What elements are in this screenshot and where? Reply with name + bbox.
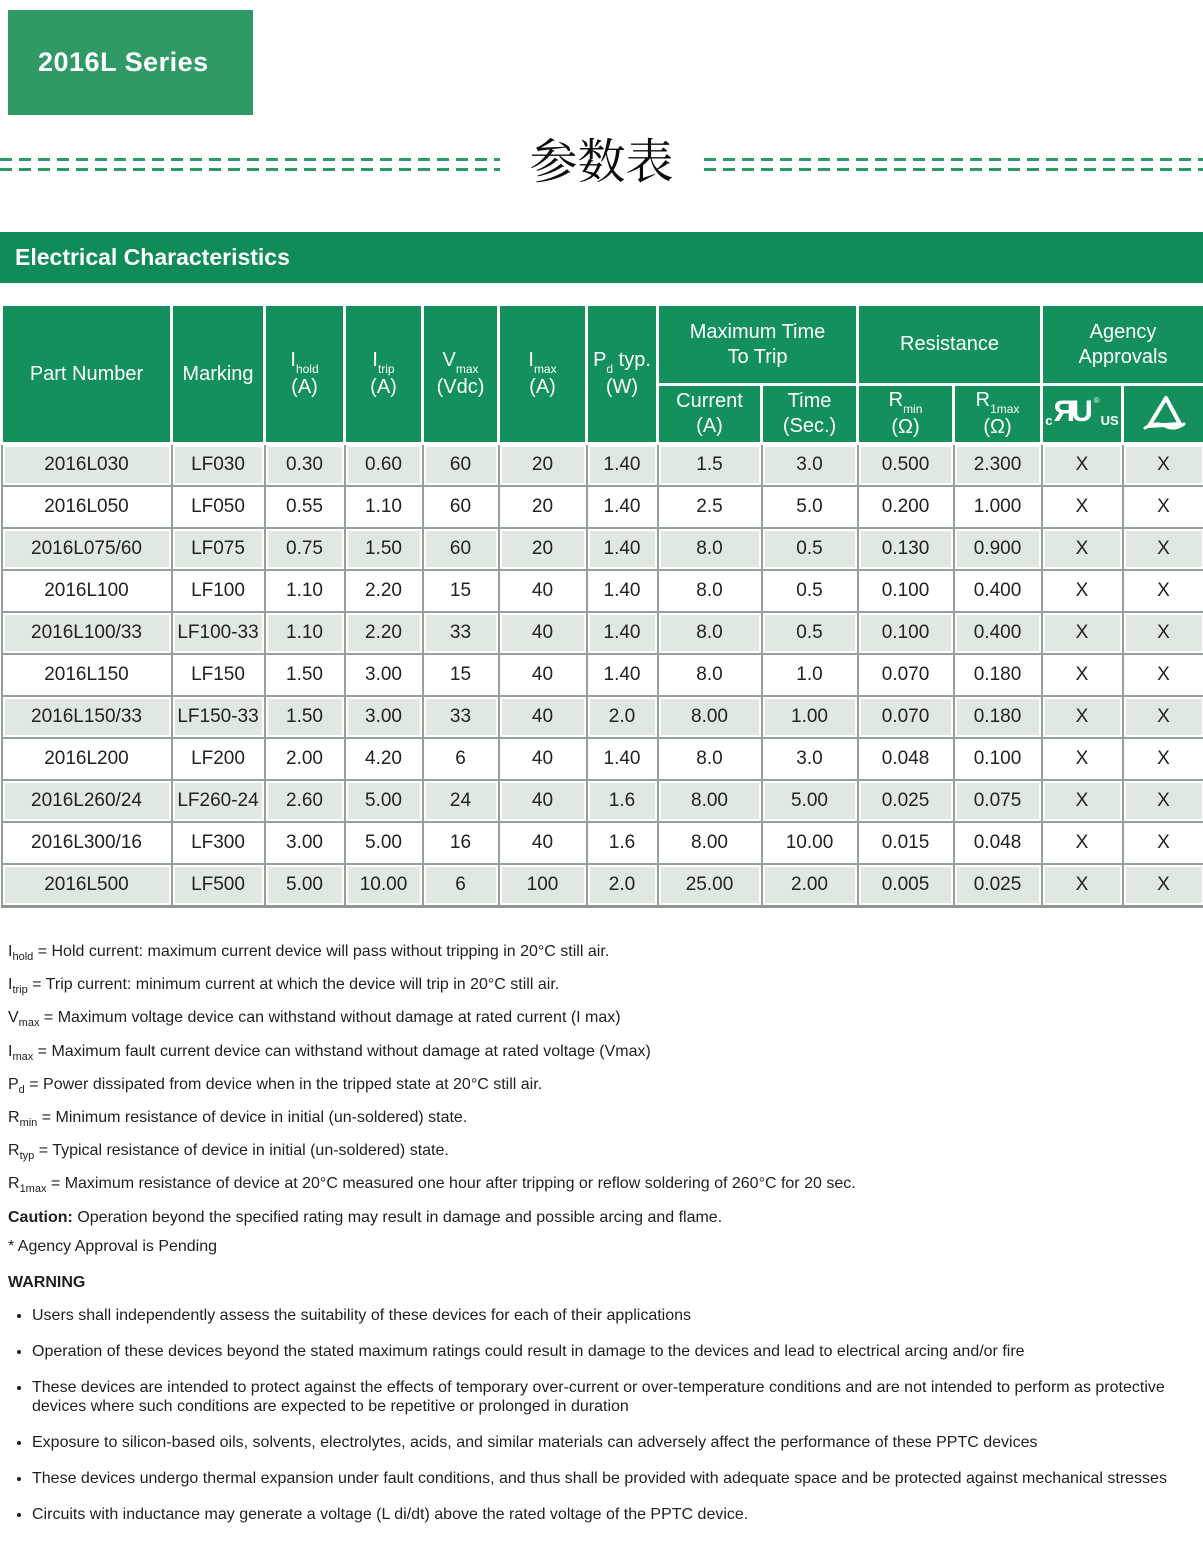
dashed-rule-left [0, 158, 500, 171]
table-cell: 0.5 [762, 612, 858, 654]
table-cell: 1.00 [762, 696, 858, 738]
table-row [2, 780, 1203, 822]
table-cell: 1.10 [265, 570, 345, 612]
table-cell: 40 [499, 612, 587, 654]
table-cell: 8.00 [658, 696, 762, 738]
table-cell: 0.200 [858, 486, 954, 528]
table-body [2, 444, 1203, 907]
col-header-imax: $I_{max}$ (A) [499, 305, 587, 444]
table-row [2, 444, 1203, 487]
table-cell: 1.40 [587, 444, 658, 487]
sub-header-current: Current (A) [658, 385, 762, 444]
table-cell: 6 [423, 738, 499, 780]
table-cell: X [1123, 780, 1203, 822]
table-cell: 2016L200 [2, 738, 172, 780]
table-cell: 3.00 [345, 696, 423, 738]
group-header-max-time-to-trip: Maximum Time To Trip [658, 305, 858, 385]
table-cell: 1.40 [587, 654, 658, 696]
table-cell: 5.00 [345, 822, 423, 864]
table-cell: 0.180 [954, 654, 1042, 696]
table-row [2, 864, 1203, 907]
table-row [2, 570, 1203, 612]
warning-bullet: • These devices are intended to protect against the effects of temporary over-current or over-temperature conditions and are not intended to perform as protective devices where such conditions are expected to be repetitive or prolonged in duration [32, 1378, 1195, 1416]
table-cell: X [1123, 822, 1203, 864]
table-cell: 0.070 [858, 654, 954, 696]
notes-section [8, 938, 1195, 1541]
table-cell: X [1042, 780, 1123, 822]
warning-bullet: • Circuits with inductance may generate a voltage (L di/dt) above the rated voltage of the PPTC device. [32, 1505, 1195, 1524]
table-cell: 8.0 [658, 612, 762, 654]
page-title-cn: 参数表 [500, 138, 704, 186]
table-cell: 0.100 [858, 570, 954, 612]
sub-header-triangle-logo [1123, 385, 1203, 444]
table-cell: 20 [499, 528, 587, 570]
table-cell: 8.0 [658, 738, 762, 780]
table-cell: 0.130 [858, 528, 954, 570]
table-cell: 10.00 [345, 864, 423, 907]
table-cell: 2016L150 [2, 654, 172, 696]
table-cell: 2016L150/33 [2, 696, 172, 738]
footnote-line: $I_{trip}$ = Trip current: minimum current at which the device will trip in 20°C still air. [8, 971, 1195, 1004]
table-cell: 2.0 [587, 864, 658, 907]
caution-line [8, 1204, 1195, 1232]
table-row [2, 486, 1203, 528]
table-cell: X [1123, 486, 1203, 528]
triangle-certification-icon [1141, 395, 1187, 433]
table-cell: 16 [423, 822, 499, 864]
table-cell: 0.55 [265, 486, 345, 528]
sub-header-r1max: $R_{1max}$ (Ω) [954, 385, 1042, 444]
table-cell: 3.00 [345, 654, 423, 696]
table-cell: 2.00 [762, 864, 858, 907]
table-cell: X [1042, 570, 1123, 612]
caution-label: Caution: [8, 1209, 73, 1226]
table-cell: LF150 [172, 654, 265, 696]
table-cell: 0.025 [954, 864, 1042, 907]
table-row [2, 612, 1203, 654]
col-header-part-number: Part Number [2, 305, 172, 444]
table-cell: 0.180 [954, 696, 1042, 738]
table-cell: LF200 [172, 738, 265, 780]
table-cell: 33 [423, 696, 499, 738]
section-header-bar [0, 232, 1203, 283]
table-cell: 0.015 [858, 822, 954, 864]
footnote-line: $I_{max}$ = Maximum fault current device can withstand without damage at rated voltage (Vmax) [8, 1038, 1195, 1071]
table-cell: 2016L100/33 [2, 612, 172, 654]
table-cell: 1.000 [954, 486, 1042, 528]
sub-header-ul-logo [1042, 385, 1123, 444]
table-cell: 1.10 [265, 612, 345, 654]
electrical-characteristics-table [0, 303, 1203, 908]
table-cell: 2016L260/24 [2, 780, 172, 822]
table-cell: 40 [499, 780, 587, 822]
table-row [2, 528, 1203, 570]
table-cell: 8.0 [658, 570, 762, 612]
table-cell: 2016L100 [2, 570, 172, 612]
table-cell: 2.0 [587, 696, 658, 738]
table-cell: 40 [499, 696, 587, 738]
table-cell: 1.50 [265, 696, 345, 738]
table-cell: X [1042, 864, 1123, 907]
table-cell: LF100-33 [172, 612, 265, 654]
table-cell: 2016L050 [2, 486, 172, 528]
table-cell: 0.005 [858, 864, 954, 907]
table-cell: LF500 [172, 864, 265, 907]
col-header-pd: $P_d$ typ. (W) [587, 305, 658, 444]
table-cell: 0.5 [762, 570, 858, 612]
table-cell: 1.6 [587, 780, 658, 822]
table-cell: 1.40 [587, 486, 658, 528]
table-cell: 1.6 [587, 822, 658, 864]
table-cell: X [1042, 444, 1123, 487]
caution-text: Operation beyond the specified rating may result in damage and possible arcing and flame. [73, 1209, 722, 1226]
table-cell: X [1123, 444, 1203, 487]
table-cell: X [1042, 612, 1123, 654]
table-cell: 0.500 [858, 444, 954, 487]
table-cell: 0.30 [265, 444, 345, 487]
table-cell: X [1123, 654, 1203, 696]
table-cell: 8.0 [658, 528, 762, 570]
table-cell: LF300 [172, 822, 265, 864]
table-cell: 0.900 [954, 528, 1042, 570]
table-cell: 1.40 [587, 612, 658, 654]
table-cell: 2016L075/60 [2, 528, 172, 570]
table-cell: 5.00 [762, 780, 858, 822]
footnote-line: $V_{max}$ = Maximum voltage device can withstand without damage at rated current (I max) [8, 1004, 1195, 1037]
table-cell: 15 [423, 570, 499, 612]
table-cell: 8.00 [658, 822, 762, 864]
table-cell: X [1123, 738, 1203, 780]
table-row [2, 654, 1203, 696]
section-divider [0, 128, 1203, 200]
table-cell: 4.20 [345, 738, 423, 780]
agency-pending-note: * Agency Approval is Pending [8, 1232, 1195, 1262]
series-badge [8, 10, 253, 115]
table-cell: X [1123, 696, 1203, 738]
table-cell: 1.40 [587, 738, 658, 780]
table-cell: 60 [423, 486, 499, 528]
table-cell: 60 [423, 528, 499, 570]
table-cell: 3.00 [265, 822, 345, 864]
table-cell: 8.00 [658, 780, 762, 822]
table-cell: LF030 [172, 444, 265, 487]
table-row [2, 696, 1203, 738]
table-cell: 2.20 [345, 612, 423, 654]
table-cell: 33 [423, 612, 499, 654]
table-cell: 0.5 [762, 528, 858, 570]
footnote-line: $R_{typ}$ = Typical resistance of device in initial (un-soldered) state. [8, 1137, 1195, 1170]
table-cell: LF150-33 [172, 696, 265, 738]
table-cell: 0.075 [954, 780, 1042, 822]
footnote-line: $R_{min}$ = Minimum resistance of device in initial (un-soldered) state. [8, 1104, 1195, 1137]
table-cell: 5.00 [265, 864, 345, 907]
table-cell: X [1123, 570, 1203, 612]
table-cell: 0.400 [954, 570, 1042, 612]
table-cell: 1.50 [345, 528, 423, 570]
table-cell: X [1042, 528, 1123, 570]
section-title: Electrical Characteristics [15, 244, 290, 271]
table-cell: X [1042, 738, 1123, 780]
table-cell: 20 [499, 486, 587, 528]
table-cell: 2.5 [658, 486, 762, 528]
footnote-line: $P_d$ = Power dissipated from device when in the tripped state at 20°C still air. [8, 1071, 1195, 1104]
col-header-ihold: $I_{hold}$ (A) [265, 305, 345, 444]
table-cell: 0.400 [954, 612, 1042, 654]
table-cell: 10.00 [762, 822, 858, 864]
warning-bullet: • Exposure to silicon-based oils, solvents, electrolytes, acids, and similar materials can adversely affect the performance of these PPTC devices [32, 1433, 1195, 1452]
sub-header-rmin: $R_{min}$ (Ω) [858, 385, 954, 444]
table-cell: 0.048 [954, 822, 1042, 864]
group-header-agency-approvals: Agency Approvals [1042, 305, 1203, 385]
table-cell: 25.00 [658, 864, 762, 907]
table-cell: X [1123, 864, 1203, 907]
table-cell: 1.40 [587, 528, 658, 570]
table-cell: 1.5 [658, 444, 762, 487]
table-cell: LF075 [172, 528, 265, 570]
table-cell: X [1123, 528, 1203, 570]
table-cell: 3.0 [762, 444, 858, 487]
table-cell: 2016L500 [2, 864, 172, 907]
table-cell: 1.40 [587, 570, 658, 612]
table-cell: 2.20 [345, 570, 423, 612]
footnote-line: $R_{1max}$ = Maximum resistance of device at 20°C measured one hour after tripping or reflow soldering of 260°C for 20 sec. [8, 1170, 1195, 1203]
table-cell: LF100 [172, 570, 265, 612]
series-badge-label: 2016L Series [38, 47, 209, 78]
table-cell: LF050 [172, 486, 265, 528]
table-cell: 20 [499, 444, 587, 487]
table-cell: 0.100 [858, 612, 954, 654]
table-cell: 40 [499, 822, 587, 864]
table-row [2, 822, 1203, 864]
table-cell: 2.60 [265, 780, 345, 822]
table-cell: 1.10 [345, 486, 423, 528]
table-cell: LF260-24 [172, 780, 265, 822]
table-cell: 5.00 [345, 780, 423, 822]
cULus-icon: c ЯU ® US [1045, 397, 1118, 427]
table-cell: X [1042, 822, 1123, 864]
table-cell: 8.0 [658, 654, 762, 696]
table-row [2, 738, 1203, 780]
table-cell: 2.00 [265, 738, 345, 780]
table-cell: 40 [499, 654, 587, 696]
table-cell: 0.100 [954, 738, 1042, 780]
table-cell: X [1042, 696, 1123, 738]
table-cell: 2016L300/16 [2, 822, 172, 864]
table-cell: 1.50 [265, 654, 345, 696]
warning-bullet: • Operation of these devices beyond the stated maximum ratings could result in damage to the devices and lead to electrical arcing and/or fire [32, 1342, 1195, 1361]
table-cell: 0.75 [265, 528, 345, 570]
col-header-itrip: $I_{trip}$ (A) [345, 305, 423, 444]
warning-bullet: • These devices undergo thermal expansion under fault conditions, and thus shall be provided with adequate space and be protected against mechanical stresses [32, 1469, 1195, 1488]
table-cell: 5.0 [762, 486, 858, 528]
table-cell: X [1042, 654, 1123, 696]
footnotes [8, 938, 1195, 1204]
table-cell: 0.60 [345, 444, 423, 487]
table-cell: 40 [499, 738, 587, 780]
table-cell: 2.300 [954, 444, 1042, 487]
group-header-resistance: Resistance [858, 305, 1042, 385]
table-cell: 2016L030 [2, 444, 172, 487]
table-cell: 0.025 [858, 780, 954, 822]
table-cell: 60 [423, 444, 499, 487]
table-cell: X [1042, 486, 1123, 528]
table-cell: 1.0 [762, 654, 858, 696]
table-cell: 15 [423, 654, 499, 696]
table-cell: X [1123, 612, 1203, 654]
warning-list [8, 1306, 1195, 1524]
table-cell: 3.0 [762, 738, 858, 780]
warning-bullet: • Users shall independently assess the suitability of these devices for each of their applications [32, 1306, 1195, 1325]
table-cell: 6 [423, 864, 499, 907]
table-cell: 0.048 [858, 738, 954, 780]
table-cell: 100 [499, 864, 587, 907]
col-header-marking: Marking [172, 305, 265, 444]
sub-header-time: Time (Sec.) [762, 385, 858, 444]
warning-title: WARNING [8, 1270, 1195, 1296]
dashed-rule-right [704, 158, 1203, 171]
col-header-vmax: $V_{max}$ (Vdc) [423, 305, 499, 444]
table-cell: 24 [423, 780, 499, 822]
table-cell: 40 [499, 570, 587, 612]
footnote-line: $I_{hold}$ = Hold current: maximum current device will pass without tripping in 20°C still air. [8, 938, 1195, 971]
table-cell: 0.070 [858, 696, 954, 738]
